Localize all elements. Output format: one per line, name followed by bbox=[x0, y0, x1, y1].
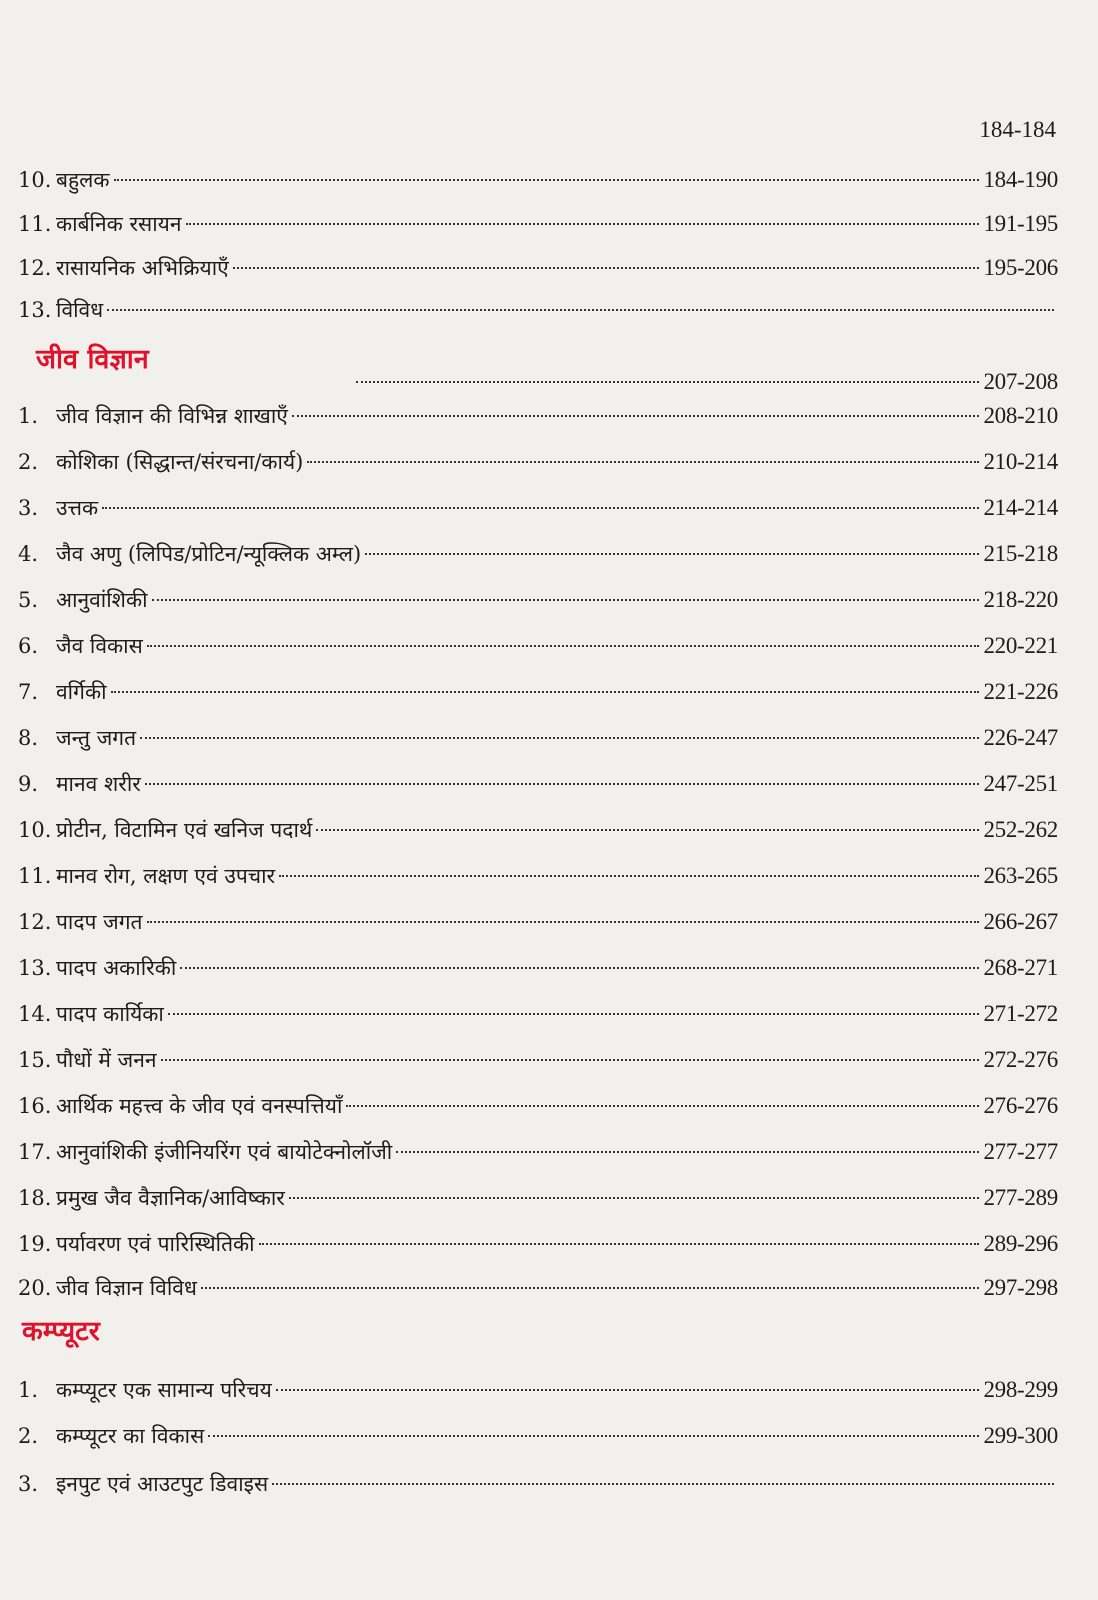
toc-entry bbox=[18, 1270, 1058, 1306]
entry-title: आनुवांशिकी bbox=[56, 588, 148, 612]
section-heading: जीव विज्ञान bbox=[36, 344, 149, 375]
entry-number: 12. bbox=[18, 256, 52, 280]
page-range: 289-296 bbox=[983, 1231, 1058, 1256]
dot-leader bbox=[272, 1483, 1054, 1485]
entry-number: 20. bbox=[18, 1276, 52, 1300]
entry-title: जैव अणु (लिपिड/प्रोटिन/न्यूक्लिक अम्ल) bbox=[56, 542, 362, 566]
dot-leader bbox=[276, 1389, 980, 1391]
section-heading: कम्प्यूटर bbox=[22, 1316, 100, 1347]
page-range: 299-300 bbox=[983, 1423, 1058, 1448]
toc-entry bbox=[18, 766, 1058, 802]
dot-leader bbox=[168, 1013, 980, 1015]
page-range: 271-272 bbox=[983, 1001, 1058, 1026]
toc-entry bbox=[18, 628, 1058, 664]
page-range: 184-184 bbox=[979, 117, 1056, 142]
dot-leader bbox=[356, 381, 979, 383]
page-range: 184-190 bbox=[983, 167, 1058, 192]
entry-number: 7. bbox=[18, 680, 39, 704]
toc-entry bbox=[18, 250, 1058, 286]
toc-entry bbox=[18, 904, 1058, 940]
dot-leader bbox=[186, 223, 980, 225]
page-range: 297-298 bbox=[983, 1275, 1058, 1300]
toc-entry bbox=[18, 720, 1058, 756]
entry-number: 10. bbox=[18, 818, 52, 842]
dot-leader bbox=[152, 599, 980, 601]
entry-title: प्रमुख जैव वैज्ञानिक/आविष्कार bbox=[56, 1186, 285, 1210]
entry-title: पौधों में जनन bbox=[56, 1048, 157, 1072]
page-range: 208-210 bbox=[983, 403, 1058, 428]
entry-title: उत्तक bbox=[56, 496, 99, 520]
dot-leader bbox=[147, 645, 980, 647]
entry-number: 12. bbox=[18, 910, 52, 934]
toc-entry bbox=[18, 206, 1058, 242]
entry-number: 2. bbox=[18, 1424, 39, 1448]
entry-title: रासायनिक अभिक्रियाएँ bbox=[56, 256, 229, 280]
entry-title: आर्थिक महत्त्व के जीव एवं वनस्पत्तियाँ bbox=[56, 1094, 343, 1118]
entry-title: वर्गिकी bbox=[56, 680, 107, 704]
toc-entry bbox=[18, 1134, 1058, 1170]
entry-title: इनपुट एवं आउटपुट डिवाइस bbox=[56, 1472, 269, 1496]
toc-entry bbox=[18, 1042, 1058, 1078]
page-range: 210-214 bbox=[983, 449, 1058, 474]
dot-leader bbox=[208, 1435, 979, 1437]
dot-leader bbox=[259, 1243, 980, 1245]
entry-title: जन्तु जगत bbox=[56, 726, 137, 750]
page-range: 263-265 bbox=[983, 863, 1058, 888]
entry-title: मानव रोग, लक्षण एवं उपचार bbox=[56, 864, 276, 888]
dot-leader bbox=[292, 415, 980, 417]
page-range: 298-299 bbox=[983, 1377, 1058, 1402]
entry-number: 13. bbox=[18, 298, 52, 322]
page-range: 226-247 bbox=[983, 725, 1058, 750]
entry-number: 6. bbox=[18, 634, 39, 658]
toc-entry bbox=[18, 1226, 1058, 1262]
toc-entry bbox=[18, 950, 1058, 986]
entry-title: जैव विकास bbox=[56, 634, 143, 658]
entry-number: 1. bbox=[18, 1378, 39, 1402]
dot-leader bbox=[145, 783, 980, 785]
entry-title: बहुलक bbox=[56, 168, 110, 192]
dot-leader bbox=[396, 1151, 979, 1153]
toc-entry bbox=[18, 536, 1058, 572]
toc-entry bbox=[18, 444, 1058, 480]
entry-title: प्रोटीन, विटामिन एवं खनिज पदार्थ bbox=[56, 818, 313, 842]
entry-number: 18. bbox=[18, 1186, 52, 1210]
entry-number: 3. bbox=[18, 1472, 39, 1496]
dot-leader bbox=[307, 461, 979, 463]
page-range: 276-276 bbox=[983, 1093, 1058, 1118]
entry-number: 3. bbox=[18, 496, 39, 520]
entry-number: 19. bbox=[18, 1232, 52, 1256]
page-range: 220-221 bbox=[983, 633, 1058, 658]
entry-number: 11. bbox=[18, 864, 52, 888]
page-range: 277-289 bbox=[983, 1185, 1058, 1210]
toc-entry bbox=[18, 1088, 1058, 1124]
dot-leader bbox=[140, 737, 979, 739]
entry-title: पर्यावरण एवं पारिस्थितिकी bbox=[56, 1232, 255, 1256]
dot-leader bbox=[346, 1105, 979, 1107]
entry-number: 10. bbox=[18, 168, 52, 192]
entry-title: कार्बनिक रसायन bbox=[56, 212, 182, 236]
page-range: 247-251 bbox=[983, 771, 1058, 796]
entry-title: पादप जगत bbox=[56, 910, 143, 934]
dot-leader bbox=[289, 1197, 980, 1199]
page-range: 191-195 bbox=[983, 211, 1058, 236]
entry-title: कम्प्यूटर का विकास bbox=[56, 1424, 205, 1448]
page-range: 214-214 bbox=[983, 495, 1058, 520]
toc-entry bbox=[18, 1466, 1058, 1502]
page-range: 252-262 bbox=[983, 817, 1058, 842]
entry-number: 11. bbox=[18, 212, 52, 236]
dot-leader bbox=[365, 553, 979, 555]
page-range: 277-277 bbox=[983, 1139, 1058, 1164]
entry-title: जीव विज्ञान विविध bbox=[56, 1276, 197, 1300]
toc-entry bbox=[18, 996, 1058, 1032]
entry-number: 13. bbox=[18, 956, 52, 980]
toc-entry bbox=[18, 398, 1058, 434]
toc-entry bbox=[18, 1372, 1058, 1408]
page-range: 268-271 bbox=[983, 955, 1058, 980]
toc-entry bbox=[18, 364, 1058, 400]
entry-number: 4. bbox=[18, 542, 39, 566]
entry-title: विविध bbox=[56, 298, 104, 322]
entry-number: 16. bbox=[18, 1094, 52, 1118]
dot-leader bbox=[233, 267, 980, 269]
entry-number: 8. bbox=[18, 726, 39, 750]
dot-leader bbox=[102, 507, 979, 509]
entry-number: 1. bbox=[18, 404, 39, 428]
toc-entry bbox=[18, 1418, 1058, 1454]
page-range: 266-267 bbox=[983, 909, 1058, 934]
dot-leader bbox=[114, 179, 980, 181]
dot-leader bbox=[180, 967, 979, 969]
toc-entry bbox=[18, 292, 1058, 328]
entry-title: पादप अकारिकी bbox=[56, 956, 177, 980]
entry-number: 5. bbox=[18, 588, 39, 612]
entry-number: 14. bbox=[18, 1002, 52, 1026]
entry-number: 15. bbox=[18, 1048, 52, 1072]
entry-title: आनुवांशिकी इंजीनियरिंग एवं बायोटेक्नोलॉजी bbox=[56, 1140, 393, 1164]
toc-entry bbox=[18, 812, 1058, 848]
dot-leader bbox=[147, 921, 980, 923]
entry-title: जीव विज्ञान की विभिन्न शाखाएँ bbox=[56, 404, 288, 428]
toc-entry bbox=[18, 674, 1058, 710]
page-range: 218-220 bbox=[983, 587, 1058, 612]
page-range: 215-218 bbox=[983, 541, 1058, 566]
page-range: 272-276 bbox=[983, 1047, 1058, 1072]
dot-leader bbox=[111, 691, 980, 693]
page-range: 207-208 bbox=[983, 369, 1058, 394]
toc-entry bbox=[18, 1180, 1058, 1216]
entry-number: 9. bbox=[18, 772, 39, 796]
entry-title: मानव शरीर bbox=[56, 772, 141, 796]
dot-leader bbox=[316, 829, 979, 831]
toc-entry bbox=[18, 490, 1058, 526]
dot-leader bbox=[107, 309, 1054, 311]
entry-title: पादप कार्यिका bbox=[56, 1002, 164, 1026]
dot-leader bbox=[279, 875, 979, 877]
page-range: 195-206 bbox=[983, 255, 1058, 280]
page-range: 221-226 bbox=[983, 679, 1058, 704]
entry-number: 17. bbox=[18, 1140, 52, 1164]
entry-title: कम्प्यूटर एक सामान्य परिचय bbox=[56, 1378, 272, 1402]
toc-entry bbox=[18, 582, 1058, 618]
entry-title: कोशिका (सिद्धान्त/संरचना/कार्य) bbox=[56, 450, 304, 474]
entry-number: 2. bbox=[18, 450, 39, 474]
dot-leader bbox=[201, 1287, 980, 1289]
toc-entry bbox=[18, 858, 1058, 894]
dot-leader bbox=[161, 1059, 980, 1061]
toc-entry bbox=[18, 162, 1058, 198]
